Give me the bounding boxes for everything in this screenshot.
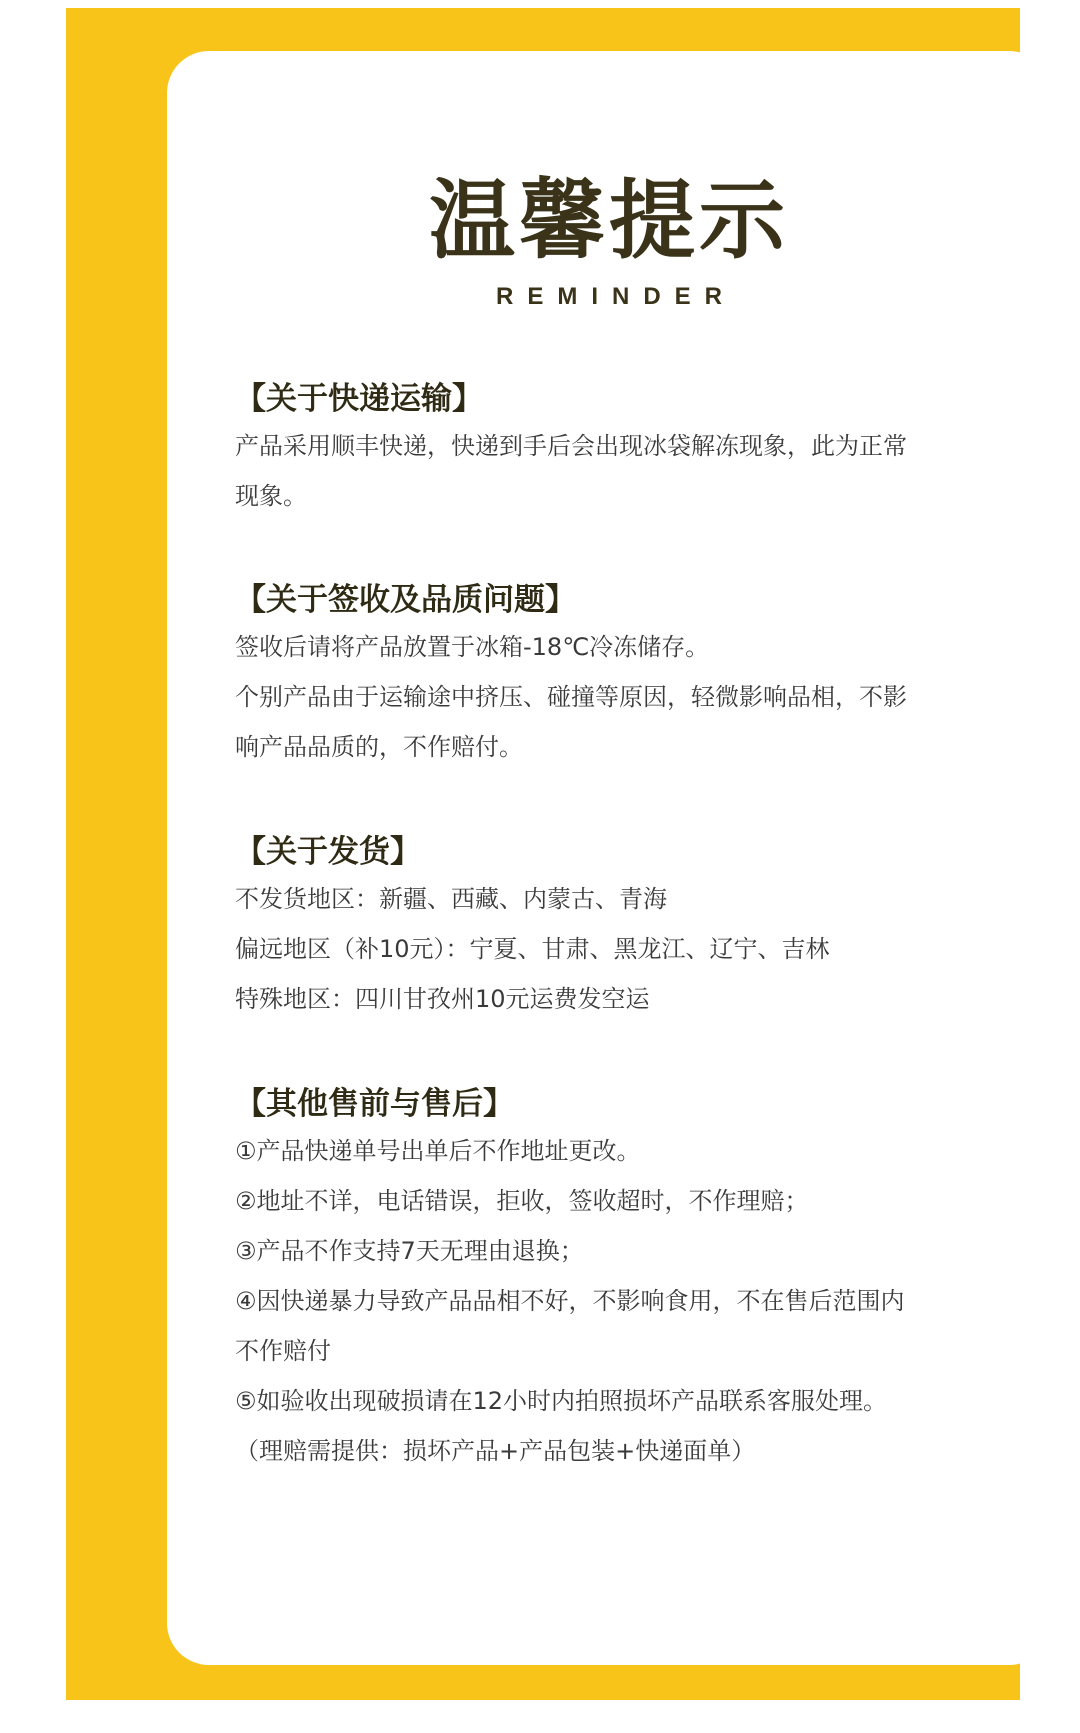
section-line: 偏远地区（补10元）：宁夏、甘肃、黑龙江、辽宁、吉林 bbox=[235, 935, 830, 963]
section-shipping bbox=[235, 377, 1015, 521]
section-line: 产品采用顺丰快递，快递到手后会出现冰袋解冻现象，此为正常 bbox=[235, 432, 907, 460]
section-receipt-quality bbox=[235, 578, 1015, 772]
section-heading: 【关于发货】 bbox=[235, 834, 421, 870]
section-heading: 【关于签收及品质问题】 bbox=[235, 582, 576, 618]
section-line: ④因快递暴力导致产品品相不好，不影响食用，不在售后范围内 bbox=[235, 1287, 905, 1315]
section-after-sales bbox=[235, 1082, 1015, 1476]
section-line: ①产品快递单号出单后不作地址更改。 bbox=[235, 1137, 641, 1165]
page-title: 温馨提示 bbox=[429, 170, 789, 271]
reminder-card bbox=[167, 51, 1051, 1665]
section-line: ②地址不详，电话错误，拒收，签收超时，不作理赔； bbox=[235, 1187, 809, 1215]
page-subtitle: REMINDER bbox=[495, 283, 736, 310]
section-line: 特殊地区：四川甘孜州10元运费发空运 bbox=[235, 985, 650, 1013]
section-line: 个别产品由于运输途中挤压、碰撞等原因，轻微影响品相，不影 bbox=[235, 683, 907, 711]
section-line: 现象。 bbox=[235, 482, 307, 510]
section-line: ⑤如验收出现破损请在12小时内拍照损坏产品联系客服处理。 bbox=[235, 1387, 888, 1415]
section-delivery-regions bbox=[235, 830, 1015, 1024]
section-heading: 【其他售前与售后】 bbox=[235, 1086, 514, 1122]
yellow-frame bbox=[66, 8, 1020, 1700]
section-line: 响产品品质的，不作赔付。 bbox=[235, 733, 523, 761]
section-line: 不发货地区：新疆、西藏、内蒙古、青海 bbox=[235, 885, 667, 913]
section-line: （理赔需提供：损坏产品+产品包装+快递面单） bbox=[235, 1437, 756, 1465]
section-line: ③产品不作支持7天无理由退换； bbox=[235, 1237, 584, 1265]
section-line: 签收后请将产品放置于冰箱-18℃冷冻储存。 bbox=[235, 633, 710, 661]
section-heading: 【关于快递运输】 bbox=[235, 381, 483, 417]
section-line: 不作赔付 bbox=[235, 1337, 331, 1365]
